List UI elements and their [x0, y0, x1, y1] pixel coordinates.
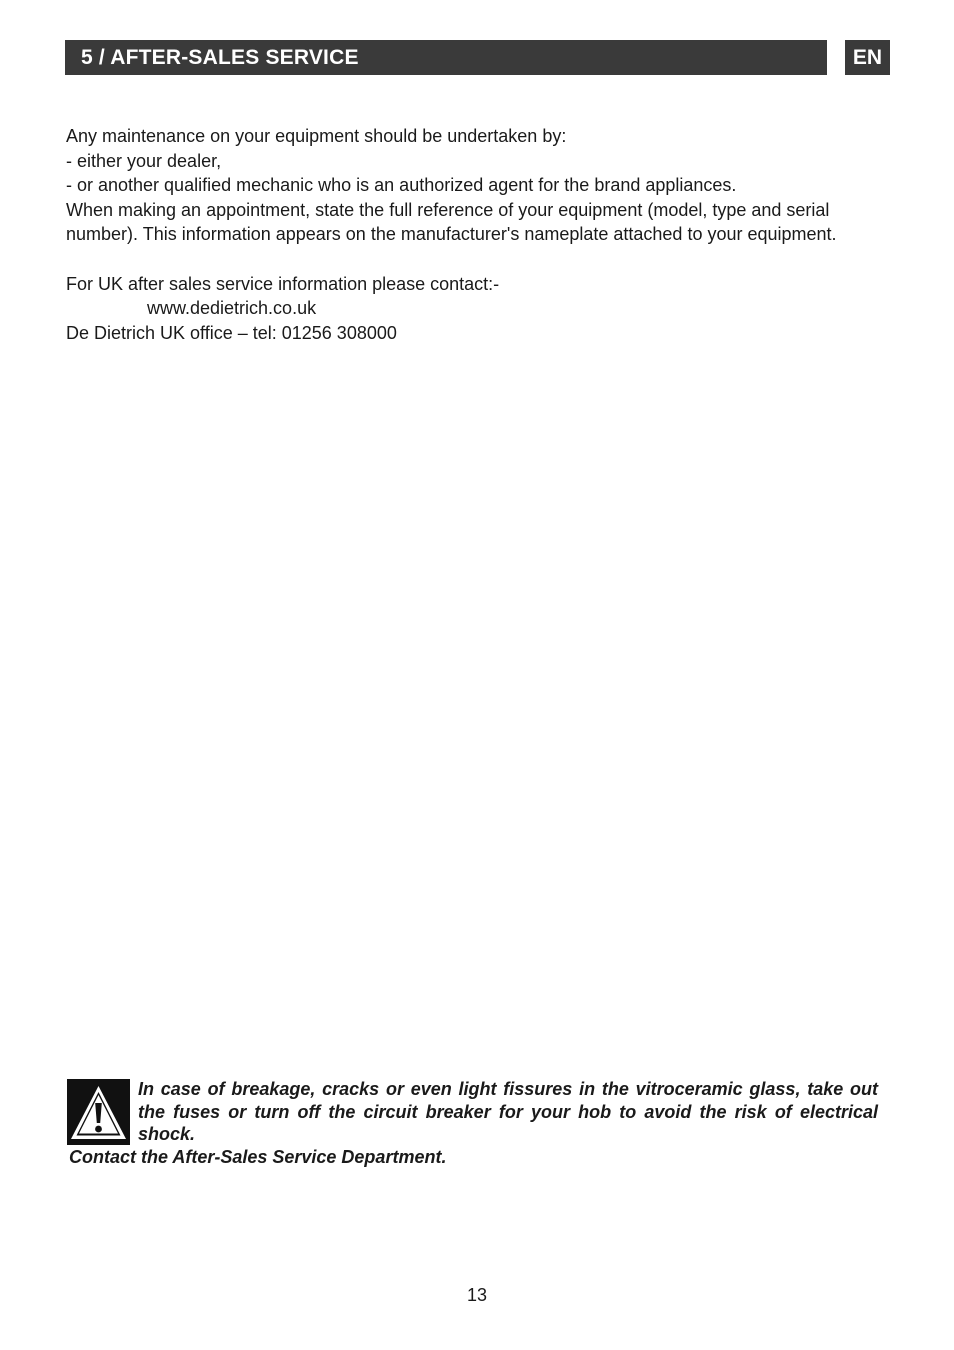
- language-badge: EN: [845, 40, 890, 75]
- warning-message: In case of breakage, cracks or even light fissures in the vitroceramic glass, take out the fuses or turn off the circuit breaker for your hob to avoid the risk of electrical shock.: [138, 1079, 878, 1145]
- warning-triangle-icon: [67, 1079, 130, 1145]
- page-number: 13: [466, 1285, 488, 1305]
- section-header-bar: [65, 40, 827, 75]
- section-title: 5 / AFTER-SALES SERVICE: [81, 45, 359, 69]
- appointment-instructions: When making an appointment, state the full reference of your equipment (model, type and serial number). This information appears on the manufacturer's nameplate attached to your equipment.: [66, 199, 837, 245]
- uk-website: www.dedietrich.co.uk: [147, 298, 317, 319]
- paragraph-spacer: [66, 247, 896, 272]
- uk-office-phone: De Dietrich UK office – tel: 01256 308000: [66, 322, 397, 343]
- maintenance-intro: Any maintenance on your equipment should be undertaken by:: [66, 126, 567, 146]
- maintenance-option-dealer: - either your dealer,: [66, 150, 222, 171]
- maintenance-option-mechanic: - or another qualified mechanic who is an authorized agent for the brand appliances.: [66, 175, 737, 196]
- main-content: [66, 124, 896, 345]
- warning-contact-instruction: Contact the After-Sales Service Department.: [69, 1147, 447, 1167]
- uk-contact-intro: For UK after sales service information please contact:-: [66, 273, 500, 294]
